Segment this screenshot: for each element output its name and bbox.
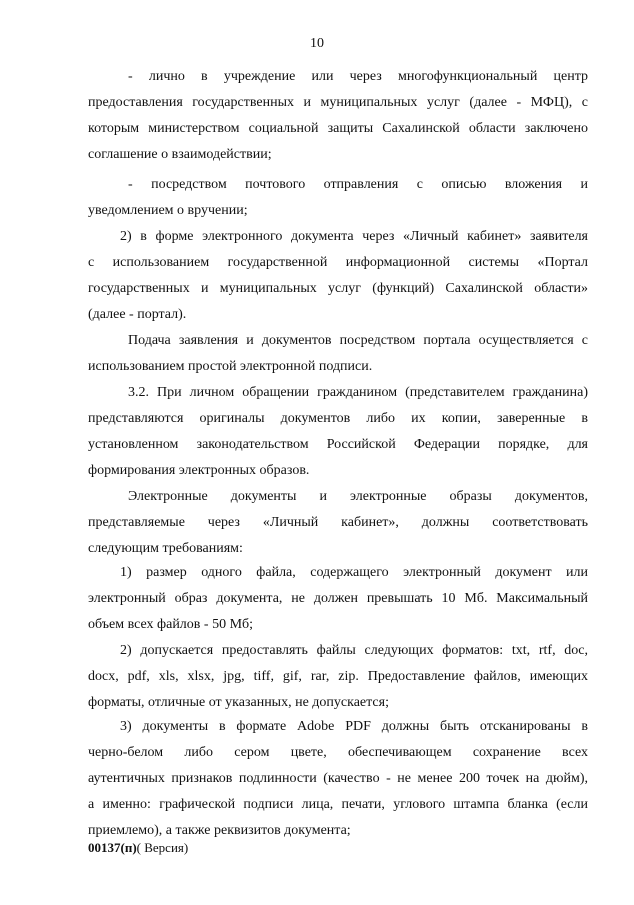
paragraph bbox=[88, 64, 588, 168]
text-line: следующим требованиям: bbox=[88, 541, 243, 556]
text-line: электронный образ документа, не должен превышать 10 Мб. Максимальный bbox=[88, 591, 588, 606]
text-line: государственных и муниципальных услуг (функций) Сахалинской области» bbox=[88, 281, 588, 296]
text-line: 1) размер одного файла, содержащего электронный документ или bbox=[120, 565, 588, 580]
text-line: - посредством почтового отправления с описью вложения и bbox=[128, 177, 588, 192]
text-line: docx, pdf, xls, xlsx, jpg, tiff, gif, rar, zip. Предоставление файлов, имеющих bbox=[88, 669, 588, 684]
text-line: Подача заявления и документов посредством портала осуществляется с bbox=[128, 333, 588, 348]
text-line: Электронные документы и электронные образы документов, bbox=[128, 489, 588, 504]
text-line: с использованием государственной информационной системы «Портал bbox=[88, 255, 588, 270]
paragraph bbox=[88, 380, 588, 484]
version-label: ( Версия) bbox=[136, 840, 189, 855]
text-line: объем всех файлов - 50 Мб; bbox=[88, 617, 254, 632]
text-line: которым министерством социальной защиты Сахалинской области заключено bbox=[88, 121, 588, 136]
text-line: представляются оригиналы документов либо их копии, заверенные в bbox=[88, 411, 588, 426]
text-line: форматы, отличные от указанных, не допускается; bbox=[88, 695, 389, 710]
text-line: 3.2. При личном обращении гражданином (представителем гражданина) bbox=[128, 385, 588, 400]
text-line: формирования электронных образов. bbox=[88, 463, 310, 478]
paragraph bbox=[88, 560, 588, 638]
document-code: 00137(п) bbox=[88, 840, 137, 855]
text-line: - лично в учреждение или через многофункциональный центр bbox=[128, 69, 588, 84]
text-line: уведомлением о вручении; bbox=[88, 203, 248, 218]
paragraph bbox=[88, 224, 588, 328]
text-line: предоставления государственных и муниципальных услуг (далее - МФЦ), с bbox=[88, 95, 588, 110]
paragraph bbox=[88, 172, 588, 224]
text-line: приемлемо), а также реквизитов документа; bbox=[88, 823, 351, 838]
paragraph bbox=[88, 484, 588, 562]
paragraph bbox=[88, 638, 588, 716]
text-line: 2) допускается предоставлять файлы следующих форматов: txt, rtf, doc, bbox=[120, 643, 588, 658]
text-line: (далее - портал). bbox=[88, 307, 187, 322]
text-line: 3) документы в формате Adobe PDF должны быть отсканированы в bbox=[120, 719, 588, 734]
page-number: 10 bbox=[310, 36, 324, 51]
paragraph bbox=[88, 714, 588, 844]
text-line: черно-белом либо сером цвете, обеспечивающем сохранение всех bbox=[88, 745, 588, 760]
text-line: соглашение о взаимодействии; bbox=[88, 147, 272, 162]
text-line: 2) в форме электронного документа через «Личный кабинет» заявителя bbox=[120, 229, 588, 244]
text-line: представляемые через «Личный кабинет», должны соответствовать bbox=[88, 515, 588, 530]
paragraph bbox=[88, 328, 588, 380]
document-footer bbox=[88, 840, 188, 856]
text-line: использованием простой электронной подписи. bbox=[88, 359, 373, 374]
text-line: установленном законодательством Российской Федерации порядке, для bbox=[88, 437, 588, 452]
text-line: а именно: графической подписи лица, печати, углового штампа бланка (если bbox=[88, 797, 588, 812]
text-line: аутентичных признаков подлинности (качество - не менее 200 точек на дюйм), bbox=[88, 771, 588, 786]
